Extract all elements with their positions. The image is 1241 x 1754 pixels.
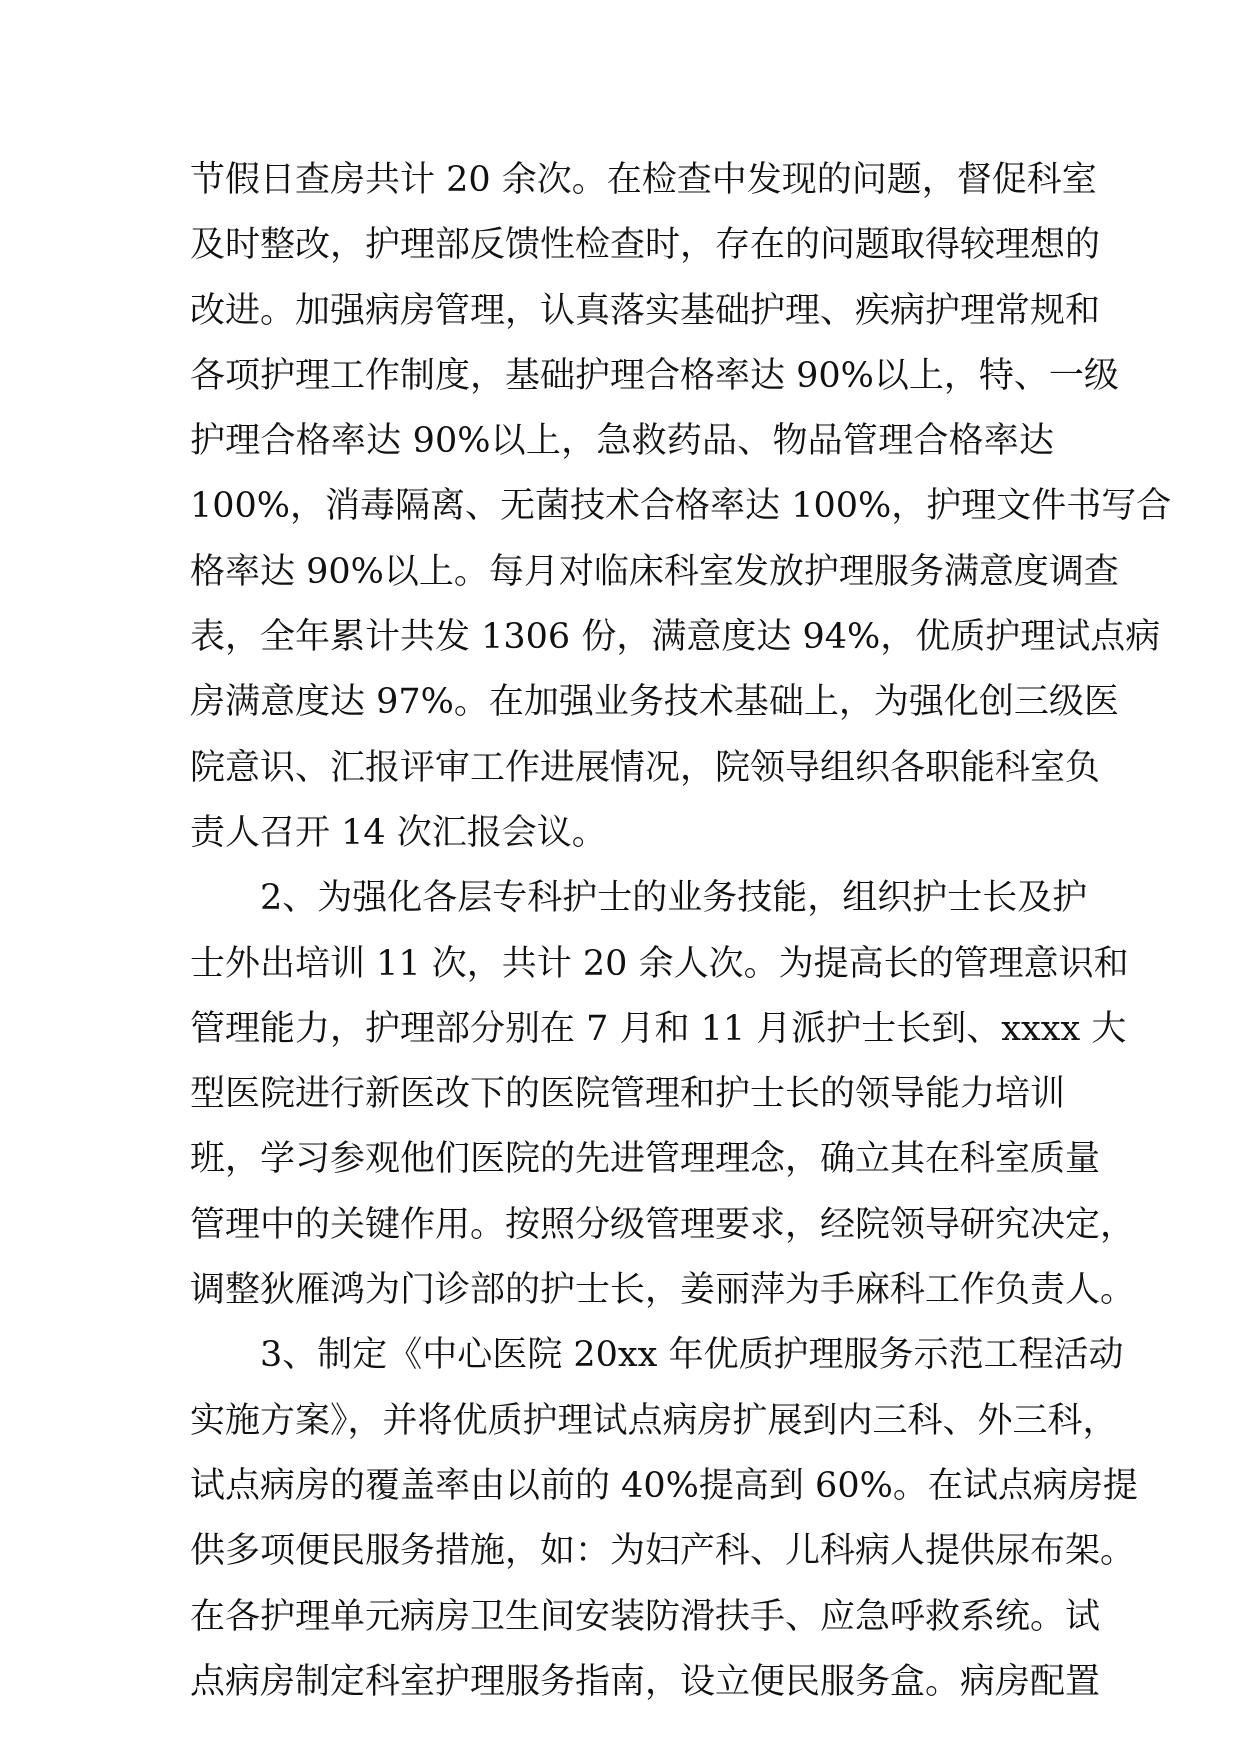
- text-line: 管理能力，护理部分别在 7 月和 11 月派护士长到、xxxx 大: [190, 1008, 1127, 1049]
- text-line: 100%，消毒隔离、无菌技术合格率达 100%，护理文件书写合: [190, 486, 1172, 527]
- text-line: 各项护理工作制度，基础护理合格率达 90%以上，特、一级: [190, 355, 1119, 396]
- paragraph-first-line: 3、制定《中心医院 20xx 年优质护理服务示范工程活动: [260, 1335, 1124, 1376]
- text-line: 试点病房的覆盖率由以前的 40%提高到 60%。在试点病房提: [190, 1465, 1138, 1506]
- body-text: [190, 148, 1172, 1715]
- text-line: 表，全年累计共发 1306 份，满意度达 94%，优质护理试点病: [190, 617, 1161, 658]
- paragraph-first-line: 2、为强化各层专科护士的业务技能，组织护士长及护: [260, 878, 1088, 919]
- text-line: 在各护理单元病房卫生间安装防滑扶手、应急呼救系统。试: [190, 1596, 1101, 1637]
- text-line: 责人召开 14 次汇报会议。: [190, 812, 607, 853]
- text-line: 护理合格率达 90%以上，急救药品、物品管理合格率达: [190, 421, 1054, 462]
- text-line: 院意识、汇报评审工作进展情况，院领导组织各职能科室负: [190, 747, 1101, 788]
- text-line: 士外出培训 11 次，共计 20 余人次。为提高长的管理意识和: [190, 943, 1129, 984]
- text-line: 节假日查房共计 20 余次。在检查中发现的问题，督促科室: [190, 160, 1097, 200]
- text-line: 实施方案》，并将优质护理试点病房扩展到内三科、外三科，: [190, 1400, 1118, 1441]
- text-line: 调整狄雁鸿为门诊部的护士长，姜丽萍为手麻科工作负责人。: [190, 1270, 1136, 1311]
- text-line: 点病房制定科室护理服务指南，设立便民服务盒。病房配置: [190, 1661, 1101, 1702]
- text-line: 改进。加强病房管理，认真落实基础护理、疾病护理常规和: [190, 290, 1101, 331]
- text-line: 及时整改，护理部反馈性检查时，存在的问题取得较理想的: [190, 225, 1101, 266]
- text-line: 供多项便民服务措施，如：为妇产科、儿科病人提供尿布架。: [190, 1531, 1136, 1572]
- text-line: 格率达 90%以上。每月对临床科室发放护理服务满意度调查: [190, 551, 1119, 592]
- text-line: 型医院进行新医改下的医院管理和护士长的领导能力培训: [190, 1074, 1066, 1115]
- text-line: 房满意度达 97%。在加强业务技术基础上，为强化创三级医: [190, 682, 1119, 723]
- text-line: 班，学习参观他们医院的先进管理理念，确立其在科室质量: [190, 1139, 1101, 1180]
- text-line: 管理中的关键作用。按照分级管理要求，经院领导研究决定，: [190, 1204, 1136, 1245]
